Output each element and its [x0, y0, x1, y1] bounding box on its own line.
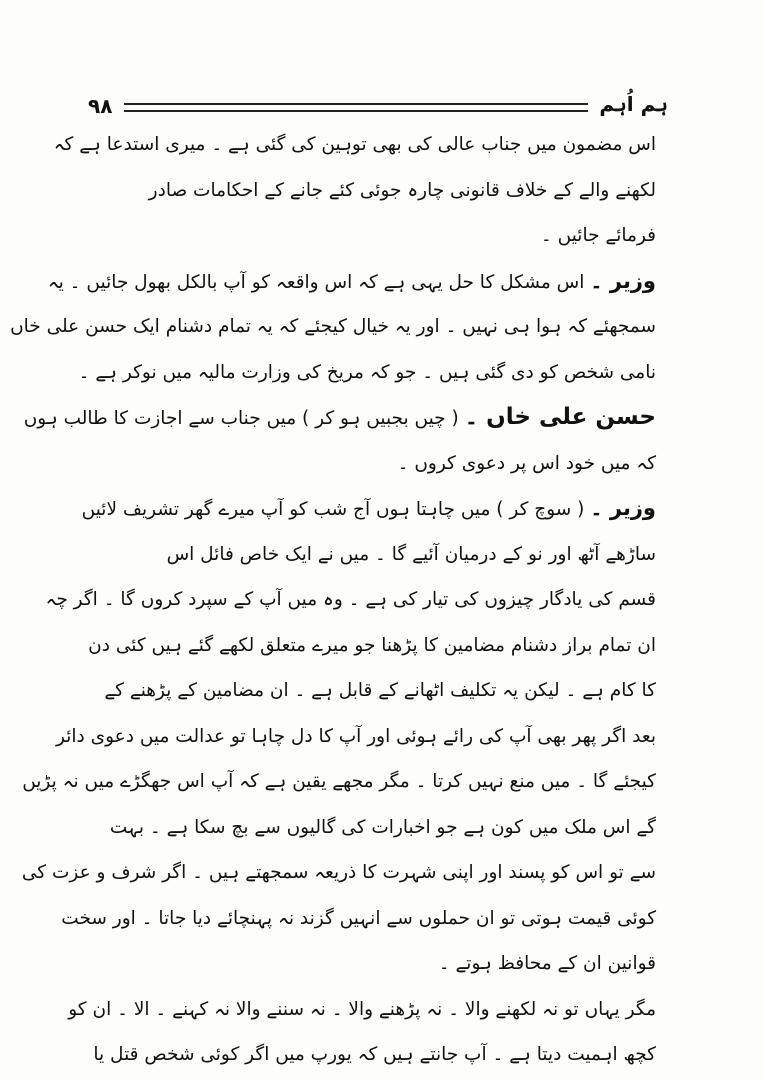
- text-line: بعد اگر پھر بھی آپ کی رائے ہوئی اور آپ کا دل چاہا تو عدالت میں دعوی دائر: [56, 725, 656, 747]
- text-line: نامی شخص کو دی گئی ہیں ۔ جو کہ مریخ کی وزارت مالیہ میں نوکر ہے ۔: [78, 361, 656, 383]
- text-line: سے تو اس کو پسند اور اپنی شہرت کا ذریعہ سمجھتے ہیں ۔ اگر شرف و عزت کی: [21, 862, 656, 883]
- text-line: کہ میں خود اس پر دعوی کروں ۔: [397, 452, 656, 474]
- text-line: گے اس ملک میں کون ہے جو اخبارات کی گالیوں سے بچ سکا ہے ۔ بہت: [109, 816, 656, 838]
- text-line: فرمائے جائیں ۔: [540, 225, 656, 246]
- text-line: لکھنے والے کے خلاف قانونی چارہ جوئی کئے جانے کے احکامات صادر: [148, 179, 656, 201]
- speaker-name: حسن علی خاں ۔: [464, 404, 656, 430]
- running-head: ہم اُہم: [599, 92, 668, 116]
- dialogue-line: [47, 259, 656, 305]
- text-line: قوانین ان کے محافظ ہوتے ۔: [438, 953, 656, 974]
- text-line: کیجئے گا ۔ میں منع نہیں کرتا ۔ مگر مجھے یقین ہے کہ آپ اس جھگڑے میں نہ پڑیں: [22, 771, 656, 792]
- text-line: ان تمام براز دشنام مضامین کا پڑھنا جو میرے متعلق لکھے گئے ہیں کئی دن: [88, 634, 656, 656]
- text-line: سمجھئے کہ ہوا ہی نہیں ۔ اور یہ خیال کیجئے کہ یہ تمام دشنام ایک حسن علی خاں: [10, 316, 656, 337]
- text-line: اس مشکل کا حل یہی ہے کہ اس واقعہ کو آپ بالکل بھول جائیں ۔ یہ: [47, 271, 585, 293]
- speaker-name: وزیر ۔: [590, 496, 656, 520]
- body-text: [10, 122, 656, 1078]
- text-line: کا کام ہے ۔ لیکن یہ تکلیف اٹھانے کے قابل ہے ۔ ان مضامین کے پڑھنے کے: [104, 680, 656, 701]
- text-line: ( سوچ کر ) میں چاہتا ہوں آج شب کو آپ میرے گھر تشریف لائیں: [81, 499, 585, 520]
- text-line: مگر یہاں تو نہ لکھنے والا ۔ نہ پڑھنے والا ۔ نہ سننے والا نہ کہنے ۔ الا ۔ ان کو: [68, 998, 656, 1020]
- dialogue-line: [81, 486, 656, 532]
- page-header: [88, 94, 668, 120]
- dialogue-line: [23, 395, 656, 441]
- text-line: ساڑھے آٹھ اور نو کے درمیان آئیے گا ۔ میں نے ایک خاص فائل اس: [166, 543, 656, 565]
- header-rule: [124, 103, 588, 112]
- text-line: ( چیں بجبیں ہو کر ) میں جناب سے اجازت کا طالب ہوں: [23, 408, 459, 429]
- text-line: قسم کی یادگار چیزوں کی تیار کی ہے ۔ وہ میں آپ کے سپرد کروں گا ۔ اگر چہ: [45, 589, 656, 610]
- page-number: ۹۸: [88, 94, 113, 118]
- text-line: کوئی قیمت ہوتی تو ان حملوں سے انہیں گزند نہ پہنچائے دیا جاتا ۔ اور سخت: [61, 907, 656, 929]
- text-line: کچھ اہمیت دیتا ہے ۔ آپ جانتے ہیں کہ یورپ میں اگر کوئی شخص قتل یا: [93, 1044, 656, 1065]
- text-line: اس مضمون میں جناب عالی کی بھی توہین کی گئی ہے ۔ میری استدعا ہے کہ: [53, 134, 656, 155]
- speaker-name: وزیر ۔: [590, 268, 656, 293]
